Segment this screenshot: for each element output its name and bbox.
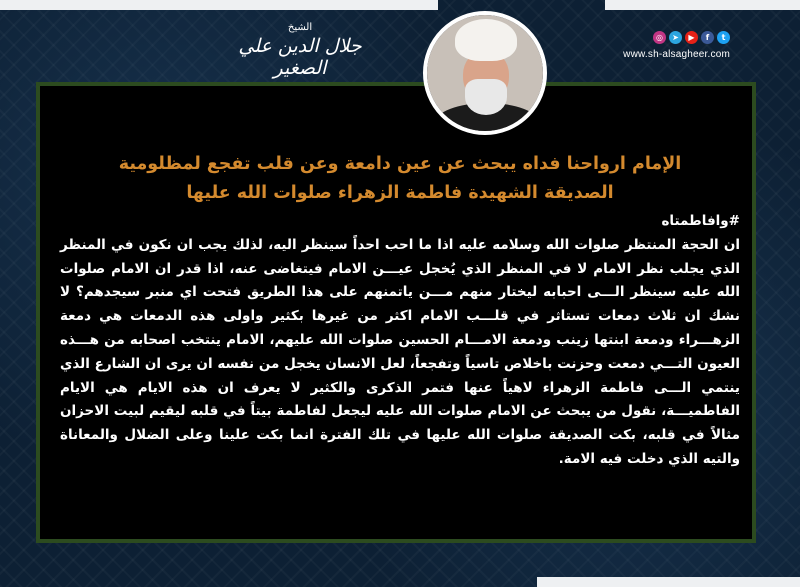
hashtag: #وافاطمتاه [661, 213, 740, 229]
speaker-portrait [423, 11, 547, 135]
twitter-icon[interactable]: t [717, 31, 730, 44]
top-accent-bar [0, 0, 438, 10]
website-link[interactable]: www.sh-alsagheer.com [623, 49, 730, 60]
title-line-1: الإمام ارواحنا فداه يبحث عن عين دامعة وعن قلب تفجع لمظلومية [118, 154, 682, 174]
youtube-icon[interactable]: ▶ [685, 31, 698, 44]
title-line-2: الصديقة الشهيدة فاطمة الزهراء صلوات الله عليها [186, 183, 614, 203]
social-icons [653, 31, 730, 44]
signature-name: جلال الدين علي الصغير [238, 35, 362, 79]
body-paragraph: ان الحجة المنتظر صلوات الله وسلامه عليه اذا ما احب احداً سينظر اليه، لذلك يجب ان نكون في المنظر الذي يجلب نظر الامام لا في المنظر الذي يُخجل عيـــن الامام فيتغاضى عنه، اذا قدر ان الامام صلوات الله عليه سينظر الـــى احبابه ليختار منهم مـــن ياتمنهم على هذا الطريق فتحت اي منبر سيجدهم؟ لا نشك ان ثلاث دمعات تستاثر في قلـــب الامام اكثر من غيرها بكثير واولى هذه الدمعات هي دمعة الزهـــراء ودمعة ابنتها زينب ودمعة الامـــام الحسين صلوات الله عليهم، الامام ينتخب اصحابه من هـــذه العيون التـــي دمعت وحزنت باخلاص تاسياً وتفجعاً، لعل الانسان يخجل من نفسه ان يرى ان الشارع الذي ينتمي الـــى فاطمة الزهراء لاهياً عنها فتمر الذكرى والكثير لا يعرف ان هذه الايام هي الايام الفاطميـــة، نقول من يبحث عن الامام صلوات الله عليه ليجعل لفاطمة بيتاً في قلبه ليقيم لبيت الاحزان مثالاً في قلبه، بكت الصديقة صلوات الله عليها في تلك الفترة انما بكت علينا وعلى الضلال والمعاناة والتيه الذي دخلت فيه الامة. [60, 236, 740, 467]
article-body [60, 210, 740, 472]
bottom-accent-bar [537, 577, 800, 587]
telegram-icon[interactable]: ➤ [669, 31, 682, 44]
article-title [80, 150, 720, 208]
signature-title: الشيخ [287, 22, 313, 33]
top-accent-bar-right [605, 0, 800, 10]
instagram-icon[interactable]: ◎ [653, 31, 666, 44]
signature-logo [215, 22, 385, 79]
facebook-icon[interactable]: f [701, 31, 714, 44]
